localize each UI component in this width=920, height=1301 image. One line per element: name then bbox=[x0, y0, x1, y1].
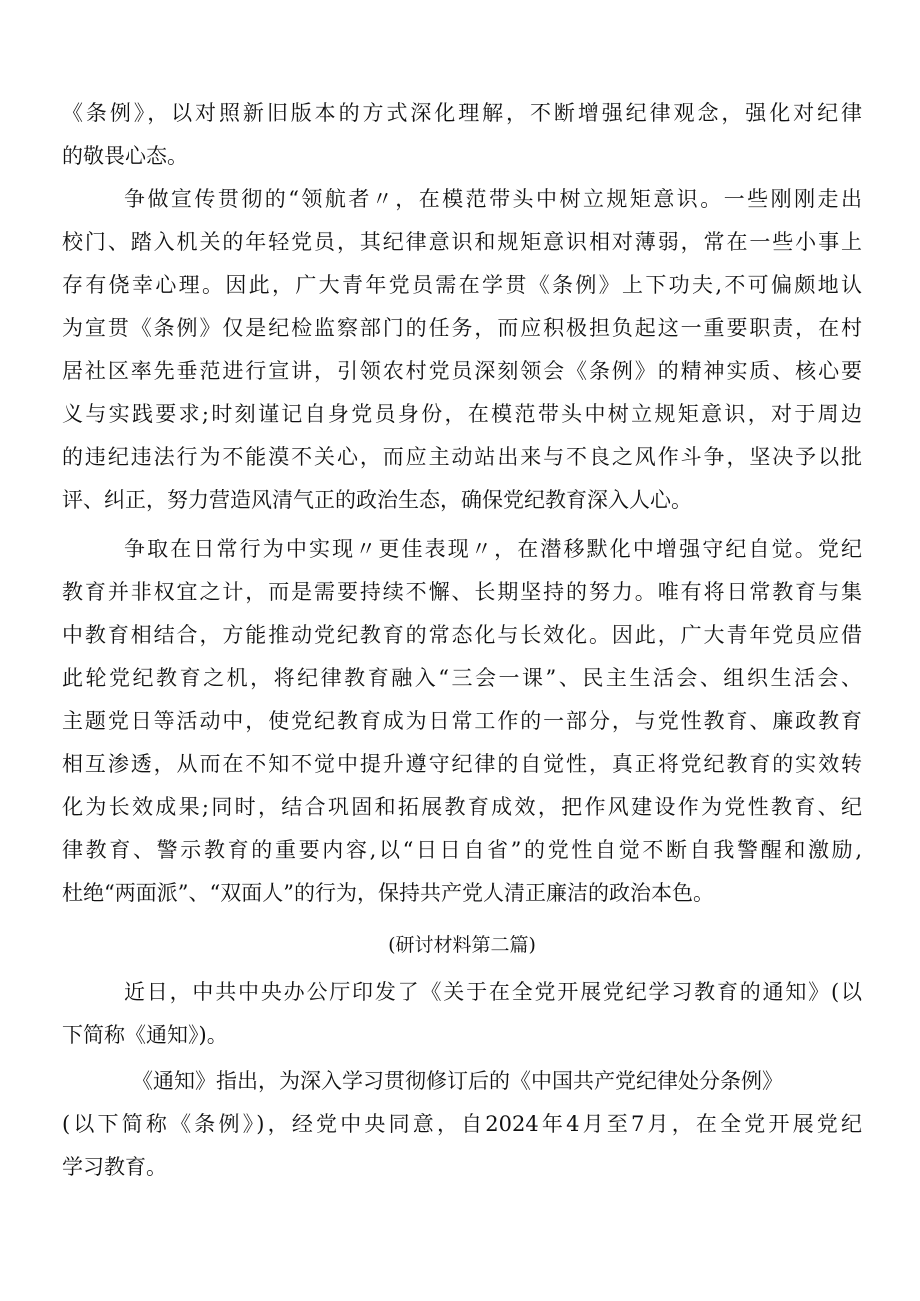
paragraph-2-line-2: 校门、踏入机关的年轻党员，其纪律意识和规矩意识相对薄弱，常在一些小事上 bbox=[62, 230, 862, 254]
paragraph-2-line-8: 评、纠正，努力营造风清气正的政治生态，确保党纪教育深入人心。 bbox=[62, 488, 692, 512]
paragraph-1-line-1: 《条例》，以对照新旧版本的方式深化理解，不断增强纪律观念，强化对纪律 bbox=[62, 101, 862, 125]
section-heading: (研讨材料第二篇) bbox=[388, 934, 536, 956]
paragraph-2-line-7: 的违纪违法行为不能漠不关心，而应主动站出来与不良之风作斗争，坚决予以批 bbox=[62, 445, 862, 469]
paragraph-3-line-6: 相互渗透，从而在不知不觉中提升遵守纪律的自觉性，真正将党纪教育的实效转 bbox=[62, 752, 862, 776]
paragraph-2-line-6: 义与实践要求;时刻谨记自身党员身份，在模范带头中树立规矩意识，对于周边 bbox=[62, 402, 862, 426]
paragraph-3-line-8: 律教育、警示教育的重要内容,以“日日自省”的党性自觉不断自我警醒和激励, bbox=[62, 838, 862, 862]
paragraph-3-line-7: 化为长效成果;同时，结合巩固和拓展教育成效，把作风建设作为党性教育、纪 bbox=[62, 795, 862, 819]
paragraph-5-line-1: 《通知》指出，为深入学习贯彻修订后的《中国共产党纪律处分条例》 bbox=[132, 1069, 783, 1093]
paragraph-2-line-4: 为宣贯《条例》仅是纪检监察部门的任务，而应积极担负起这一重要职责，在村 bbox=[62, 316, 862, 340]
paragraph-5-line-3: 学习教育。 bbox=[62, 1155, 167, 1179]
paragraph-3-line-9: 杜绝“两面派”、“双面人”的行为，保持共产党人清正廉洁的政治本色。 bbox=[62, 881, 714, 905]
paragraph-3-line-4: 此轮党纪教育之机，将纪律教育融入“三会一课”、民主生活会、组织生活会、 bbox=[62, 666, 862, 690]
paragraph-2-line-5: 居社区率先垂范进行宣讲，引领农村党员深刻领会《条例》的精神实质、核心要 bbox=[62, 359, 862, 383]
paragraph-4-line-2: 下简称《通知》)。 bbox=[62, 1023, 228, 1047]
paragraph-3-line-1: 争取在日常行为中实现〃更佳表现〃，在潜移默化中增强守纪自觉。党纪 bbox=[124, 537, 862, 561]
paragraph-2-line-1: 争做宣传贯彻的“领航者〃，在模范带头中树立规矩意识。一些刚刚走出 bbox=[124, 187, 862, 211]
paragraph-3-line-2: 教育并非权宜之计，而是需要持续不懈、长期坚持的努力。唯有将日常教育与集 bbox=[62, 580, 862, 604]
paragraph-4-line-1: 近日，中共中央办公厅印发了《关于在全党开展党纪学习教育的通知》(以 bbox=[124, 980, 862, 1004]
paragraph-5-line-2: (以下简称《条例》)，经党中央同意，自2024年4月至7月，在全党开展党纪 bbox=[62, 1112, 862, 1136]
paragraph-3-line-5: 主题党日等活动中，使党纪教育成为日常工作的一部分，与党性教育、廉政教育 bbox=[62, 709, 862, 733]
paragraph-3-line-3: 中教育相结合，方能推动党纪教育的常态化与长效化。因此，广大青年党员应借 bbox=[62, 623, 862, 647]
paragraph-1-line-2: 的敬畏心态。 bbox=[62, 144, 188, 168]
paragraph-2-line-3: 存有侥幸心理。因此，广大青年党员需在学贯《条例》上下功夫,不可偏颇地认 bbox=[62, 273, 862, 297]
